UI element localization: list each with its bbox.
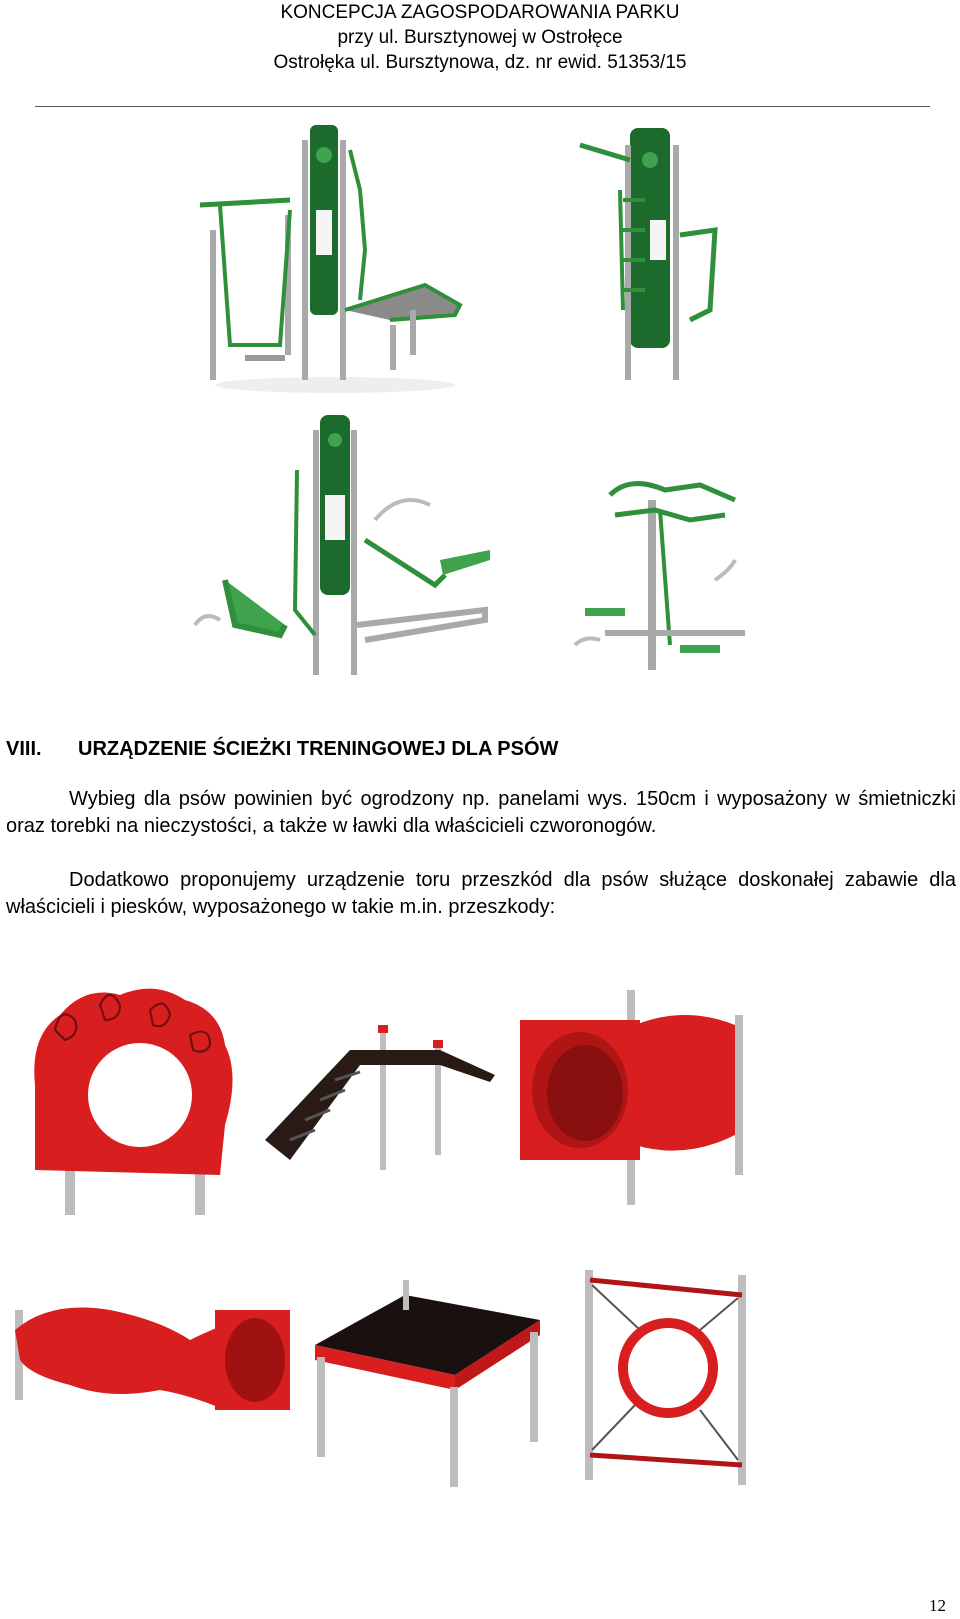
section-heading (6, 738, 558, 761)
header-divider (35, 106, 930, 107)
gym-equipment-image-3 (185, 410, 505, 680)
dog-obstacle-table-image (305, 1275, 555, 1490)
gym-equipment-image-2 (575, 120, 725, 390)
header-plot: Ostrołęka ul. Bursztynowa, dz. nr ewid. 51353/15 (273, 52, 687, 73)
paragraph-2: Dodatkowo proponujemy urządzenie toru przeszkód dla psów służące doskonałej zabawie dla właścicieli i piesków, wyposażonego w takie m.in. przeszkody: (6, 869, 956, 918)
section-title: URZĄDZENIE ŚCIEŻKI TRENINGOWEJ DLA PSÓW (78, 738, 559, 760)
page-number: 12 (929, 1596, 946, 1615)
dog-obstacle-hoop-image (580, 1270, 755, 1485)
dog-obstacle-paw-panel-image (25, 975, 245, 1225)
header-title: KONCEPCJA ZAGOSPODAROWANIA PARKU (280, 2, 680, 23)
section-number: VIII. (6, 738, 42, 760)
gym-equipment-image-4 (570, 470, 750, 680)
dog-obstacle-ramp-image (260, 1020, 500, 1180)
dog-obstacle-curved-tube-image (10, 1290, 290, 1430)
header-address: przy ul. Bursztynowej w Ostrołęce (337, 27, 623, 48)
paragraph-1: Wybieg dla psów powinien być ogrodzony np. panelami wys. 150cm i wyposażony w śmietniczki oraz torebki na nieczystości, a także w ławki dla właścicieli czworonogów. (6, 788, 956, 837)
dog-obstacle-tunnel-image (515, 985, 755, 1210)
document-header (0, 0, 960, 75)
gym-equipment-image-1 (190, 120, 480, 395)
